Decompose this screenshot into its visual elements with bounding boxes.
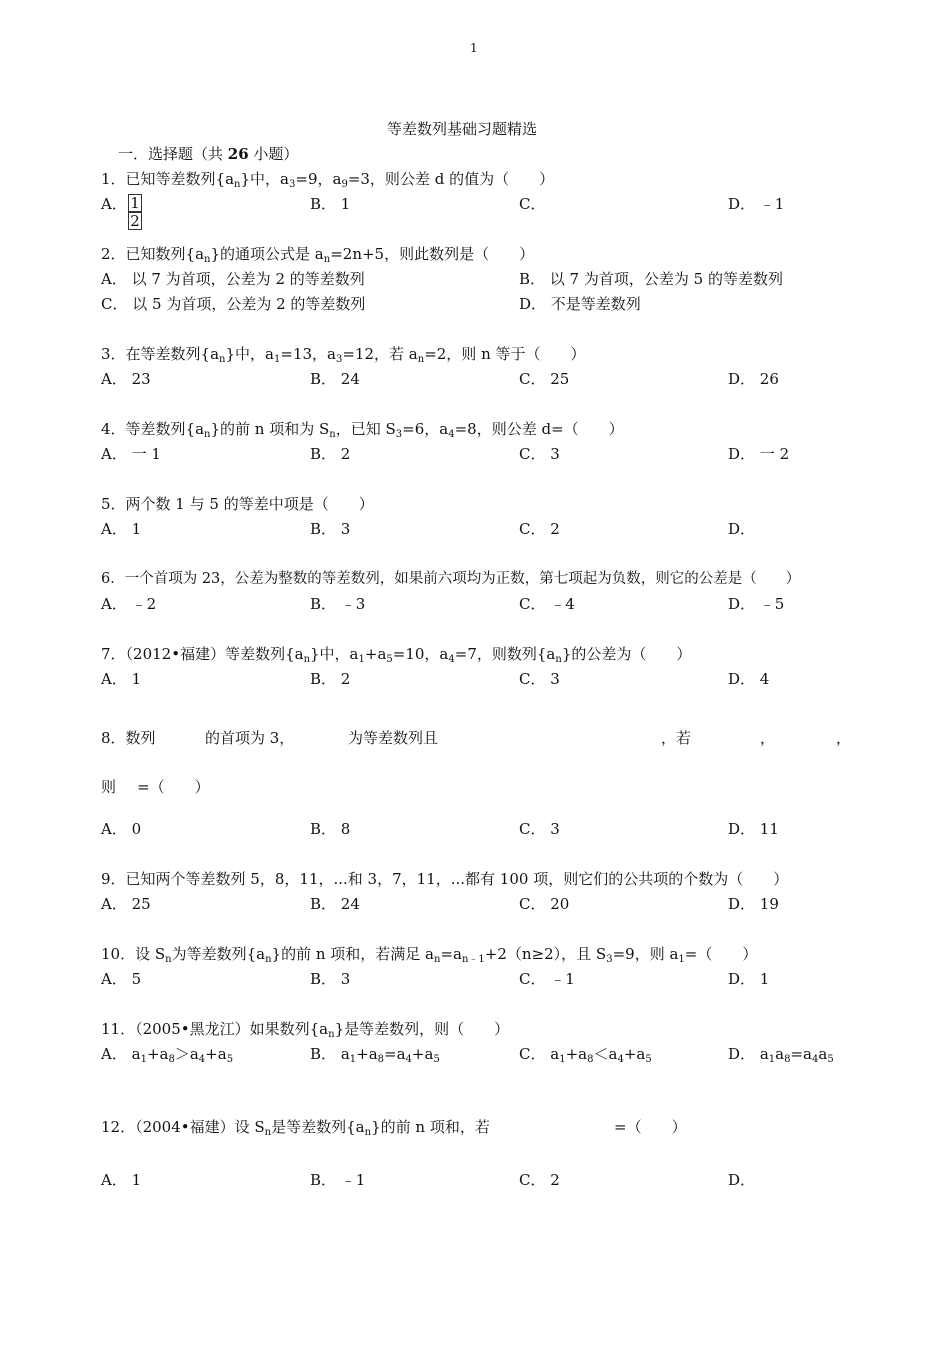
option-a: A． 5	[101, 970, 142, 988]
option-d: D． 19	[728, 895, 779, 913]
question-4: 4．等差数列$\{a_n\}$的前 n 项和为 $S_n$，已知 $S_3=6$，$a_4=8$，则公差 d=（ ）	[101, 420, 624, 440]
option-c: C．	[519, 195, 546, 213]
option-c: C． ﹣4	[519, 595, 575, 613]
option-c: C． 2	[519, 1171, 560, 1189]
option-c: C． 以 5 为首项，公差为 2 的等差数列	[101, 295, 366, 313]
option-a: A． 一 1	[101, 445, 161, 463]
option-c: C． $a_1+a_8<a_4+a_5$	[519, 1045, 652, 1065]
question-6: 6．一个首项为 23，公差为整数的等差数列，如果前六项均为正数，第七项起为负数，则它的公差是（ ）	[101, 571, 801, 587]
question-1: 1．已知等差数列$\{a_n\}$中，$a_3=9$，$a_9=3$，则公差 d 的值为（ ）	[101, 170, 555, 190]
option-a: A． 1	[101, 1171, 142, 1189]
option-a: A． 25	[101, 895, 151, 913]
question-12: 12．（2004•福建）设 $S_n$是等差数列$\{a_n\}$的前 n 项和，若	[101, 1118, 490, 1138]
question-8-part-4: ，若	[661, 729, 692, 747]
option-d: D． 4	[728, 670, 770, 688]
option-d: D． 不是等差数列	[519, 295, 641, 313]
option-b: B． 3	[310, 520, 351, 538]
option-d: D． $a_1a_8=a_4a_5$	[728, 1045, 834, 1065]
option-c: C． 25	[519, 370, 570, 388]
option-a: A． $a_1+a_8>a_4+a_5$	[101, 1045, 234, 1065]
option-b: B． 24	[310, 895, 360, 913]
question-8-part-3: 为等差数列且	[348, 729, 439, 747]
option-a: A． 1	[101, 520, 142, 538]
option-a: A． 0	[101, 820, 142, 838]
question-11: 11．（2005•黑龙江）如果数列$\{a_n\}$是等差数列，则（ ）	[101, 1020, 510, 1040]
option-a: A． 1	[101, 670, 142, 688]
option-b: B． 1	[310, 195, 351, 213]
question-8-part-2: 的首项为 3，	[205, 729, 295, 747]
question-8-part-5: ，	[760, 729, 776, 747]
option-c: C． 3	[519, 445, 560, 463]
question-3: 3．在等差数列$\{a_n\}$中，$a_1=13$，$a_3=12$，若 $a_n=2$，则 n 等于（ ）	[101, 345, 586, 365]
question-12-tail: =（ ）	[614, 1118, 687, 1136]
option-a: A．	[101, 195, 127, 213]
option-c: C． 20	[519, 895, 570, 913]
option-d: D．	[728, 1171, 756, 1189]
question-10: 10．设 $S_n$为等差数列$\{a_n\}$的前 n 项和，若满足 $a_n=a_{n﹣1}+2(n\ge 2)$，且 $S_3=9$，则 $a_1=$（ ）	[101, 945, 758, 965]
section-heading: 一．选择题（共 26 小题）	[118, 145, 299, 163]
option-d: D． ﹣1	[728, 195, 785, 213]
option-d: D． ﹣5	[728, 595, 785, 613]
option-b: B． $a_1+a_8=a_4+a_5$	[310, 1045, 440, 1065]
option-d: D． 一 2	[728, 445, 790, 463]
option-b: B． ﹣3	[310, 595, 366, 613]
question-8-line-2a: 则	[101, 778, 117, 796]
option-b: B． 2	[310, 670, 351, 688]
option-a: A． 23	[101, 370, 151, 388]
option-c: C． 3	[519, 670, 560, 688]
option-d: D．	[728, 520, 756, 538]
page-number: 1	[470, 41, 478, 55]
option-d: D． 11	[728, 820, 779, 838]
option-b: B． 24	[310, 370, 360, 388]
question-8-part-6: ，	[836, 729, 852, 747]
option-b: B． 以 7 为首项，公差为 5 的等差数列	[519, 270, 783, 288]
option-b: B． 2	[310, 445, 351, 463]
question-9: 9．已知两个等差数列 5，8，11，...和 3，7，11，...都有 100 项，则它们的公共项的个数为（ ）	[101, 870, 789, 888]
option-c: C． 3	[519, 820, 560, 838]
option-c: C． 2	[519, 520, 560, 538]
fraction-denominator: 2	[128, 212, 142, 230]
option-c: C． ﹣1	[519, 970, 575, 988]
question-2: 2．已知数列$\{a_n\}$的通项公式是 $a_n=2n+5$，则此数列是（ ）	[101, 245, 535, 265]
option-d: D． 26	[728, 370, 779, 388]
page-title: 等差数列基础习题精选	[387, 120, 538, 138]
option-a: A． ﹣2	[101, 595, 157, 613]
option-b: B． 8	[310, 820, 351, 838]
fraction	[128, 194, 142, 230]
option-a: A． 以 7 为首项，公差为 2 的等差数列	[101, 270, 365, 288]
question-8-part-1: 8．数列	[101, 729, 156, 747]
fraction-numerator: 1	[128, 194, 142, 212]
option-b: B． 3	[310, 970, 351, 988]
question-7: 7．（2012•福建）等差数列$\{a_n\}$中，$a_1+a_5=10$，$a_4=7$，则数列$\{a_n\}$的公差为（ ）	[101, 645, 692, 665]
question-8-line-2b: =（ ）	[137, 778, 210, 796]
question-5: 5．两个数 1 与 5 的等差中项是（ ）	[101, 495, 374, 513]
option-b: B． ﹣1	[310, 1171, 366, 1189]
option-d: D． 1	[728, 970, 770, 988]
